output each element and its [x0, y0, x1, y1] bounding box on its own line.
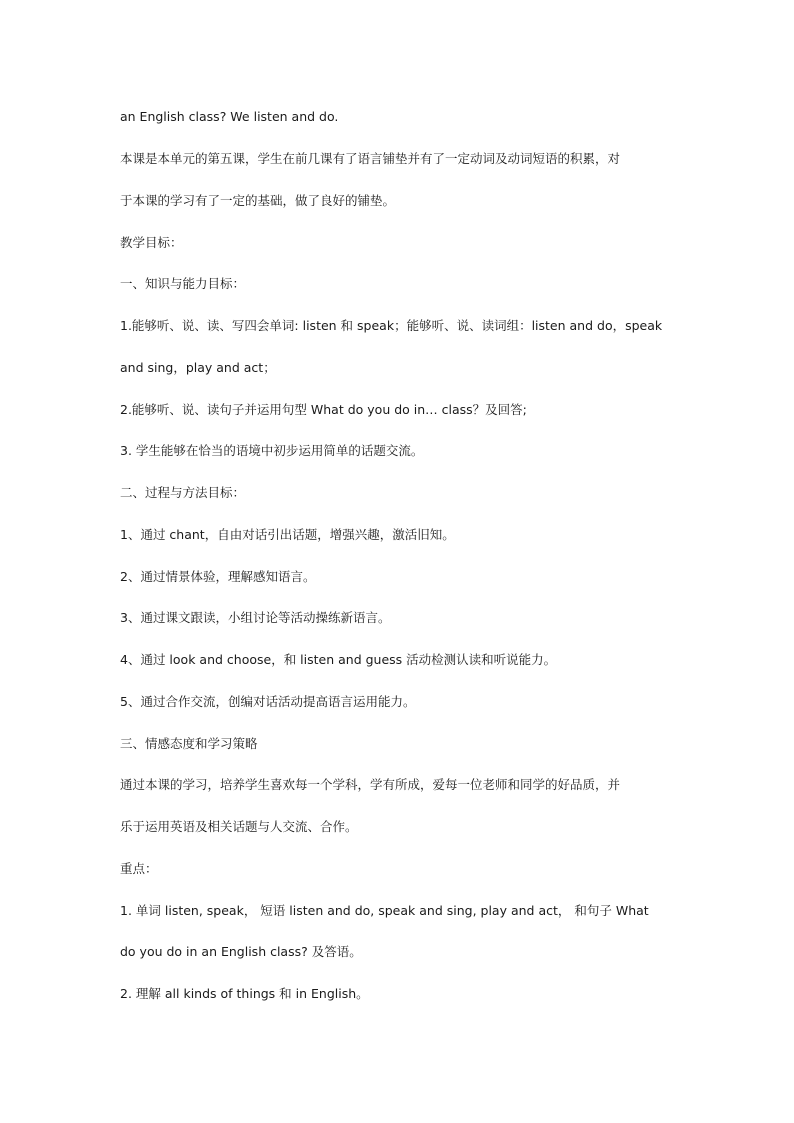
heading-teaching-goals: 教学目标： — [120, 235, 183, 250]
text-line-process-4: 4、通过 look and choose，和 listen and guess 活动检测认读和听说能力。 — [120, 652, 557, 667]
heading-knowledge-goals: 一、知识与能力目标： — [120, 276, 246, 291]
text-line-lesson-intro: 本课是本单元的第五课，学生在前几课有了语言铺垫并有了一定动词及动词短语的积累，对 — [120, 151, 621, 166]
text-line-process-1: 1、通过 chant，自由对话引出话题，增强兴趣，激活旧知。 — [120, 527, 455, 542]
text-line-goal-1-cont: and sing，play and act； — [120, 360, 276, 375]
text-line-key-point-2: 2. 理解 all kinds of things 和 in English。 — [120, 986, 369, 1001]
text-line-key-point-1-cont: do you do in an English class? 及答语。 — [120, 944, 362, 959]
text-line-goal-1: 1.能够听、说、读、写四会单词: listen 和 speak；能够听、说、读词组：listen and do，speak — [120, 318, 663, 333]
text-line-continuation: an English class? We listen and do. — [120, 109, 339, 124]
text-line-lesson-intro-cont: 于本课的学习有了一定的基础，做了良好的铺垫。 — [120, 193, 396, 208]
text-line-attitude: 通过本课的学习，培养学生喜欢每一个学科，学有所成，爱每一位老师和同学的好品质，并 — [120, 777, 621, 792]
text-line-key-point-1: 1. 单词 listen, speak， 短语 listen and do, speak and sing, play and act， 和句子 What — [120, 903, 649, 918]
text-line-goal-3: 3. 学生能够在恰当的语境中初步运用简单的话题交流。 — [120, 443, 424, 458]
text-line-attitude-cont: 乐于运用英语及相关话题与人交流、合作。 — [120, 819, 358, 834]
text-line-process-2: 2、通过情景体验，理解感知语言。 — [120, 569, 316, 584]
text-line-process-3: 3、通过课文跟读，小组讨论等活动操练新语言。 — [120, 610, 391, 625]
heading-attitude-goals: 三、情感态度和学习策略 — [120, 736, 258, 751]
text-line-process-5: 5、通过合作交流，创编对话活动提高语言运用能力。 — [120, 694, 416, 709]
text-line-goal-2: 2.能够听、说、读句子并运用句型 What do you do in… class？及回答; — [120, 402, 527, 417]
heading-process-goals: 二、过程与方法目标： — [120, 485, 246, 500]
heading-key-points: 重点： — [120, 861, 158, 876]
